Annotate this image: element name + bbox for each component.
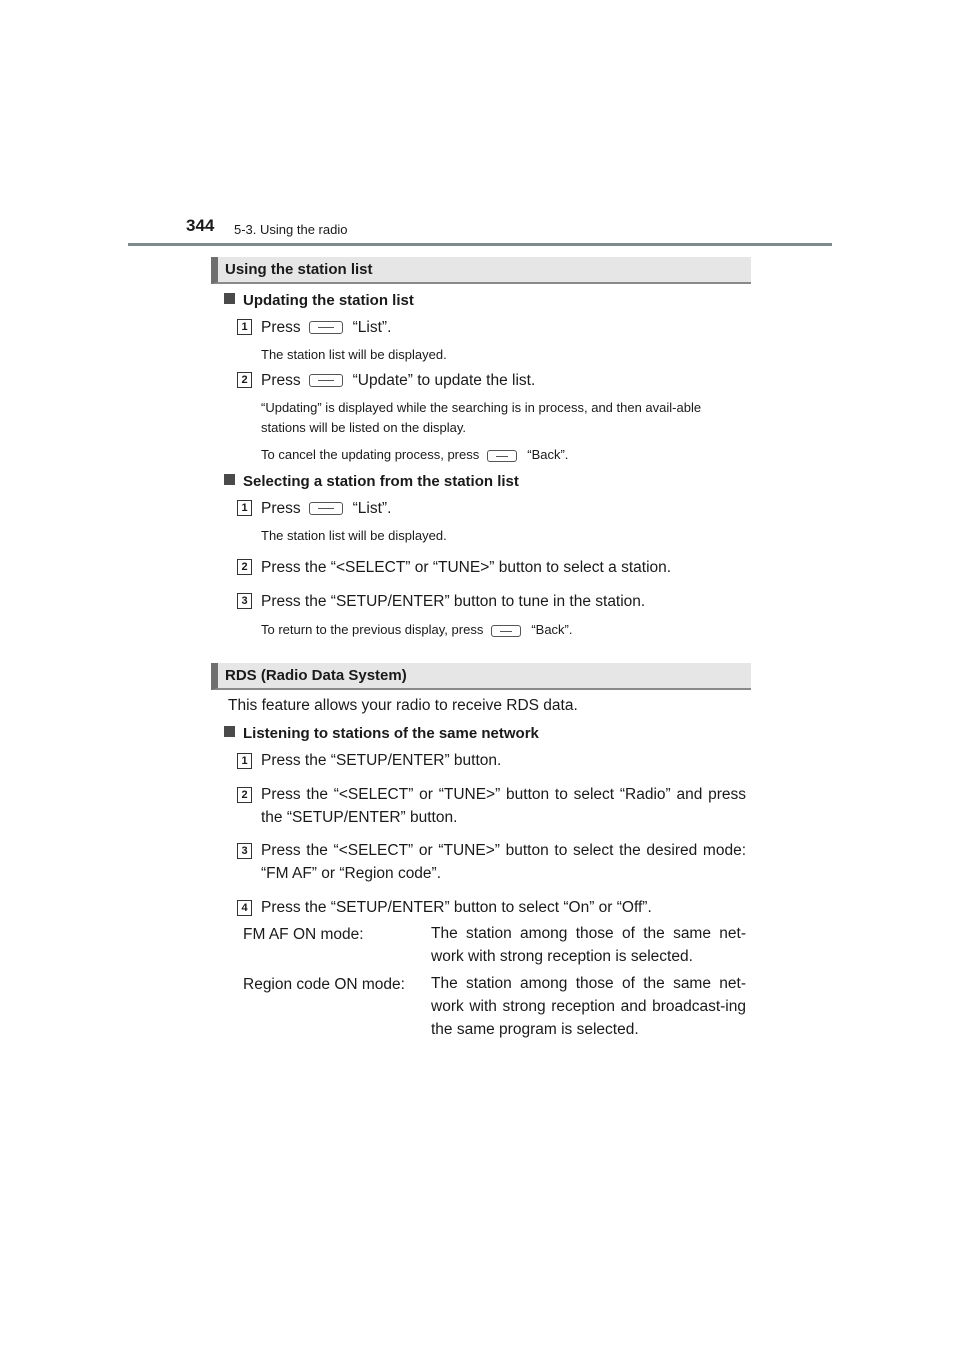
section-heading-rds xyxy=(211,663,751,690)
step-text: Press the “<SELECT” or “TUNE>” button to select the desired mode: “FM AF” or “Region code”. xyxy=(261,842,746,882)
menu-button-icon xyxy=(309,374,343,387)
step-text: Press the “SETUP/ENTER” button to select “On” or “Off”. xyxy=(261,899,652,916)
subheading-selecting: Selecting a station from the station list xyxy=(224,473,519,490)
subheading-updating: Updating the station list xyxy=(224,292,414,309)
step-text: Press the “SETUP/ENTER” button to tune in the station. xyxy=(261,593,646,610)
step-number: 4 xyxy=(237,900,252,916)
step-number: 2 xyxy=(237,372,252,388)
step-text: Press the “<SELECT” or “TUNE>” button to select a station. xyxy=(261,559,672,576)
mode-label: Region code ON mode: xyxy=(243,976,405,993)
mode-description: The station among those of the same net-work with strong reception is selected. xyxy=(431,925,746,965)
step-text: Press “List”. xyxy=(261,500,392,517)
section-title: Using the station list xyxy=(225,261,373,278)
header-divider xyxy=(128,243,832,246)
step-number: 3 xyxy=(237,843,252,859)
section-title: RDS (Radio Data System) xyxy=(225,667,407,684)
section-reference: 5-3. Using the radio xyxy=(234,222,348,237)
step-note: The station list will be displayed. xyxy=(261,528,447,543)
mode-description: The station among those of the same net-work with strong reception and broadcast-ing the same program is selected. xyxy=(431,975,746,1038)
step-number: 1 xyxy=(237,319,252,335)
step-text: Press “Update” to update the list. xyxy=(261,372,536,389)
step-note: To return to the previous display, press “Back”. xyxy=(261,622,573,637)
square-bullet-icon xyxy=(224,474,235,485)
step-number: 3 xyxy=(237,593,252,609)
square-bullet-icon xyxy=(224,293,235,304)
page-number: 344 xyxy=(186,216,215,235)
step-number: 1 xyxy=(237,500,252,516)
menu-button-icon xyxy=(309,502,343,515)
intro-text: This feature allows your radio to receive RDS data. xyxy=(228,697,578,714)
step-note: “Updating” is displayed while the searching is in process, and then avail-able stations will be listed on the display. xyxy=(261,400,702,435)
square-bullet-icon xyxy=(224,726,235,737)
menu-button-icon xyxy=(309,321,343,334)
step-number: 2 xyxy=(237,559,252,575)
step-number: 2 xyxy=(237,787,252,803)
back-button-icon xyxy=(491,625,521,637)
step-number: 1 xyxy=(237,753,252,769)
section-heading-station-list xyxy=(211,257,751,284)
subheading-listening: Listening to stations of the same network xyxy=(224,725,539,742)
step-note: The station list will be displayed. xyxy=(261,347,447,362)
back-button-icon xyxy=(487,450,517,462)
step-text: Press the “<SELECT” or “TUNE>” button to select “Radio” and press the “SETUP/ENTER” button. xyxy=(261,786,746,826)
mode-label: FM AF ON mode: xyxy=(243,926,364,943)
step-text: Press the “SETUP/ENTER” button. xyxy=(261,752,502,769)
step-text: Press “List”. xyxy=(261,319,392,336)
step-note: To cancel the updating process, press “Back”. xyxy=(261,447,569,462)
